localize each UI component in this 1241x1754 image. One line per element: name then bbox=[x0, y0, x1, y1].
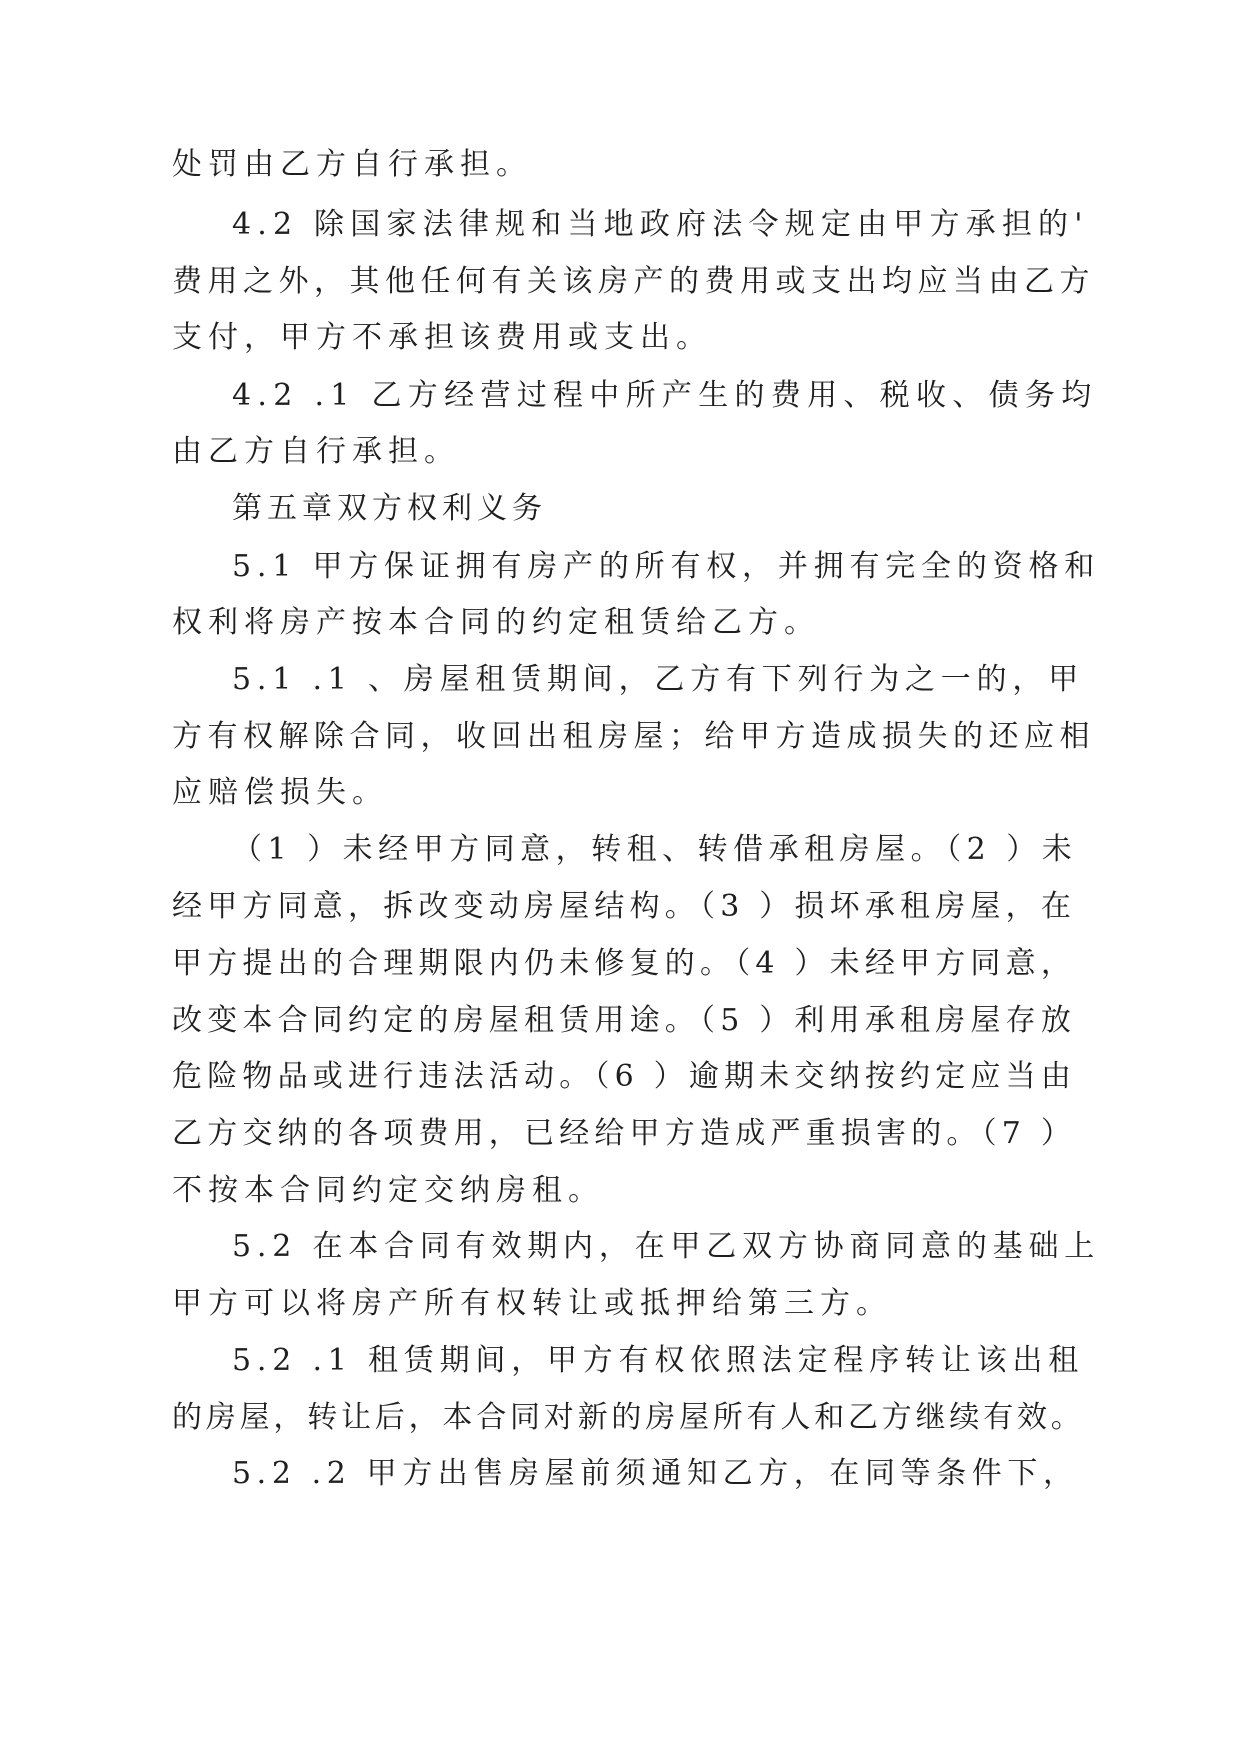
text-line-8: 5.1 甲方保证拥有房产的所有权，并拥有完全的资格和 bbox=[232, 549, 1101, 584]
text-line-16: 改变本合同约定的房屋租赁用途。（5 ）利用承租房屋存放 bbox=[172, 1003, 1077, 1038]
text-line-13: （1 ）未经甲方同意，转租、转借承租房屋。（2 ）未 bbox=[232, 832, 1078, 867]
chapter-heading: 第五章双方权利义务 bbox=[232, 491, 547, 526]
text-line-6: 由乙方自行承担。 bbox=[172, 434, 460, 469]
text-line-23: 的房屋，转让后，本合同对新的房屋所有人和乙方继续有效。 bbox=[172, 1400, 1085, 1435]
text-line-22: 5.2 .1 租赁期间，甲方有权依照法定程序转让该出租 bbox=[232, 1343, 1085, 1378]
text-line-10: 5.1 .1 、房屋租赁期间，乙方有下列行为之一的，甲 bbox=[232, 662, 1085, 697]
text-line-19: 不按本合同约定交纳房租。 bbox=[172, 1173, 604, 1208]
text-line-1: 处罚由乙方自行承担。 bbox=[172, 147, 532, 182]
text-line-5: 4.2 .1 乙方经营过程中所产生的费用、税收、债务均 bbox=[232, 378, 1098, 413]
text-line-14: 经甲方同意，拆改变动房屋结构。（3 ）损坏承租房屋，在 bbox=[172, 889, 1077, 924]
text-line-21: 甲方可以将房产所有权转让或抵押给第三方。 bbox=[172, 1286, 892, 1321]
text-line-20: 5.2 在本合同有效期内，在甲乙双方协商同意的基础上 bbox=[232, 1229, 1101, 1264]
text-line-15: 甲方提出的合理期限内仍未修复的。（4 ）未经甲方同意， bbox=[172, 946, 1077, 981]
text-line-24: 5.2 .2 甲方出售房屋前须通知乙方，在同等条件下， bbox=[232, 1456, 1079, 1491]
text-line-18: 乙方交纳的各项费用，已经给甲方造成严重损害的。（7 ） bbox=[172, 1116, 1077, 1151]
text-line-11: 方有权解除合同，收回出租房屋；给甲方造成损失的还应相 bbox=[172, 719, 1095, 754]
text-line-2: 4.2 除国家法律规和当地政府法令规定由甲方承担的' bbox=[232, 207, 1089, 242]
text-line-9: 权利将房产按本合同的约定租赁给乙方。 bbox=[172, 605, 820, 640]
text-line-4: 支付，甲方不承担该费用或支出。 bbox=[172, 320, 712, 355]
text-line-12: 应赔偿损失。 bbox=[172, 775, 388, 810]
text-line-3: 费用之外，其他任何有关该房产的费用或支出均应当由乙方 bbox=[172, 264, 1095, 299]
text-line-17: 危险物品或进行违法活动。（6 ）逾期未交纳按约定应当由 bbox=[172, 1059, 1077, 1094]
